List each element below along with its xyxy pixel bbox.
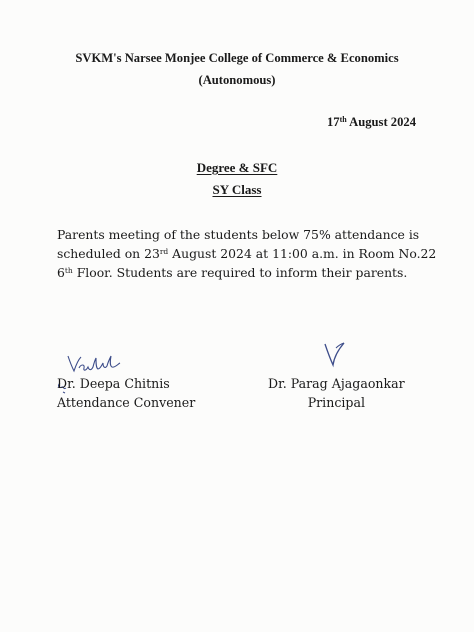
notice-line-1: Parents meeting of the students below 75% attendance is xyxy=(57,227,420,242)
notice-date xyxy=(327,115,416,130)
left-signatory-name: Dr. Deepa Chitnis xyxy=(57,376,170,391)
notice-line-2 xyxy=(57,244,437,263)
notice-line-2-sup: rd xyxy=(159,247,169,256)
notice-line-2-post: August 2024 at 11:00 a.m. in Room No.22 xyxy=(168,246,437,261)
heading-class xyxy=(0,182,474,198)
notice-line-3-post: Floor. Students are required to inform their parents. xyxy=(72,265,408,280)
right-signatory-name: Dr. Parag Ajagaonkar xyxy=(268,376,405,391)
notice-line-3-sup: th xyxy=(64,266,73,275)
notice-line-3 xyxy=(57,263,427,282)
left-signatory xyxy=(57,374,195,412)
autonomous-status: (Autonomous) xyxy=(198,73,276,87)
date-suffix: th xyxy=(339,115,347,124)
date-day: 17 xyxy=(326,115,340,129)
heading-degree xyxy=(0,160,474,176)
right-signatory xyxy=(268,374,405,412)
college-name: SVKM's Narsee Monjee College of Commerce & Economics xyxy=(75,51,399,65)
right-signature xyxy=(318,336,358,372)
notice-line-2-pre: scheduled on 23 xyxy=(57,246,160,261)
heading-class-text: SY Class xyxy=(212,182,262,197)
notice-line-3-pre: 6 xyxy=(57,265,65,280)
right-signatory-title: Principal xyxy=(307,395,365,410)
date-rest: August 2024 xyxy=(346,115,416,129)
left-signatory-title: Attendance Convener xyxy=(57,395,196,410)
heading-degree-text: Degree & SFC xyxy=(196,160,278,175)
notice-body xyxy=(57,225,437,282)
